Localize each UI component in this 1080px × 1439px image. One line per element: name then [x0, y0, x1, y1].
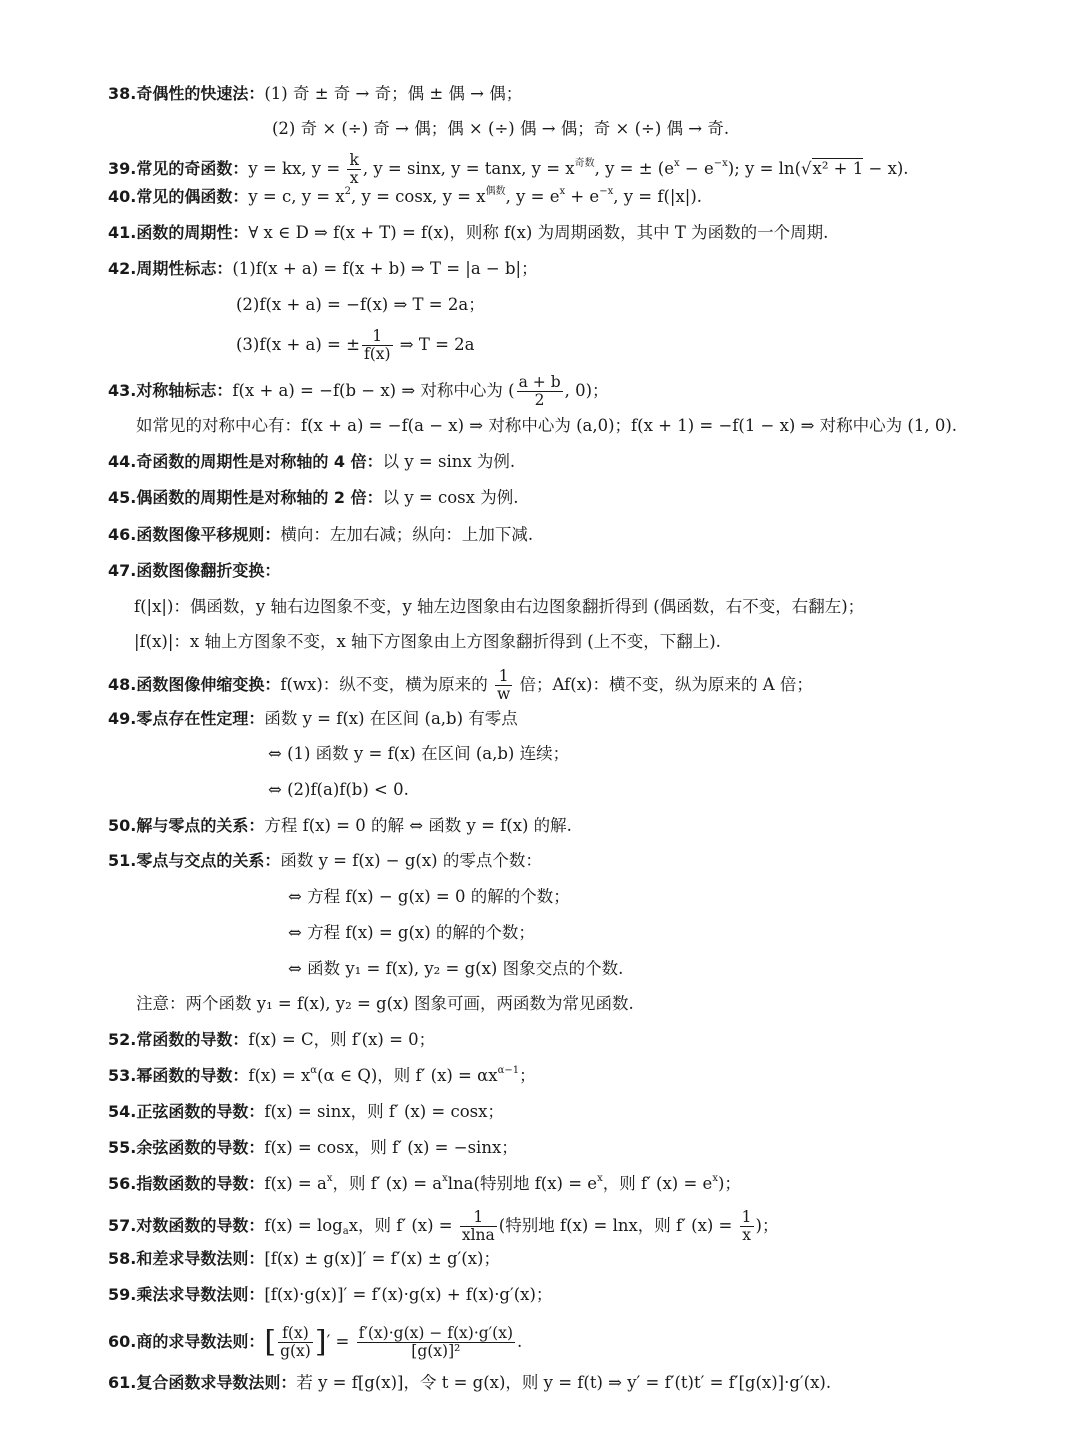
superscript: x [674, 158, 680, 169]
item-number: 55. [108, 1138, 137, 1157]
item-39: 39.常见的奇函数：y = kx, y = $\frac{k}{x}$ , y = sinx, y = tanx, $y = x^{奇数}$, y = ± $(e^x - e^{-x})$; y = ln(√x² + 1 − x). [108, 151, 909, 187]
item-60 [108, 1325, 522, 1360]
denominator: g(x) [280, 1342, 311, 1360]
denominator: w [497, 685, 511, 703]
formula: [f(x)·g(x)]′ = f′(x)·g(x) + f(x)·g′(x)； [264, 1285, 553, 1304]
item-number: 46. [108, 525, 137, 544]
denominator: [g(x)]² [411, 1342, 461, 1360]
fraction [740, 1209, 754, 1244]
formula: (1)f(x + a) = f(x + b) ⇒ T = |a − b|； [232, 259, 538, 278]
item-title: 零点与交点的关系： [136, 851, 281, 870]
item-number: 58. [108, 1249, 137, 1268]
formula: 函数 y = f(x) − g(x) 的零点个数： [280, 851, 542, 870]
item-number: 45. [108, 488, 137, 507]
fraction [278, 1325, 313, 1360]
formula: )； [717, 1174, 741, 1193]
item-51-line1 [288, 886, 570, 908]
superscript: 2 [344, 186, 352, 197]
formula: )； [755, 1216, 779, 1235]
item-number: 43. [108, 381, 137, 400]
item-title: 奇函数的周期性是对称轴的 4 倍： [136, 452, 383, 471]
superscript: 奇数 [574, 158, 595, 169]
numerator: f′(x)·g(x) − f(x)·g′(x) [358, 1324, 514, 1342]
superscript: α [310, 1065, 318, 1076]
sqrt-content: x² + 1 [812, 159, 864, 178]
item-47 [108, 560, 280, 582]
fraction [357, 1325, 515, 1360]
item-title: 正弦函数的导数： [136, 1102, 265, 1121]
superscript: x [597, 1173, 603, 1184]
item-47-line1 [134, 596, 864, 618]
item-45 [108, 487, 518, 509]
formula: f(|x|)：偶函数，y 轴右边图象不变，y 轴左边图象由右边图象翻折得到 (偶函数，右不变，右翻左)； [134, 597, 865, 616]
item-58 [108, 1248, 500, 1270]
item-title: 常见的奇函数： [136, 159, 249, 178]
formula: f(x + a) = −f(b − x) ⇒ 对称中心为 ( [232, 381, 515, 400]
formula: ∀ x ∈ D ⇒ f(x + T) = f(x)，则称 f(x) 为周期函数，其中 T 为函数的一个周期. [248, 223, 829, 242]
item-title: 解与零点的关系： [136, 816, 265, 835]
item-43 [108, 374, 609, 409]
formula: f(wx)：纵不变，横为原来的 [280, 675, 494, 694]
item-title: 对称轴标志： [136, 381, 233, 400]
item-41 [108, 222, 828, 244]
item-49 [108, 708, 518, 730]
item-43-note [136, 415, 957, 437]
numerator: 1 [460, 1209, 497, 1227]
formula: (α ∈ Q)，则 f′ (x) = αx [317, 1066, 498, 1085]
denominator: xlna [461, 1226, 495, 1244]
numerator: a + b [518, 373, 561, 391]
item-number: 59. [108, 1285, 137, 1304]
item-53 [108, 1065, 536, 1087]
item-number: 47. [108, 561, 137, 580]
formula: (2)f(x + a) = −f(x) ⇒ T = 2a； [236, 295, 485, 314]
item-title: 复合函数求导数法则： [136, 1373, 297, 1392]
note: 注意：两个函数 y₁ = f(x), y₂ = g(x) 图象可画，两函数为常见函数. [136, 994, 634, 1013]
item-number: 38. [108, 84, 137, 103]
item-54 [108, 1101, 504, 1123]
superscript: 偶数 [485, 186, 506, 197]
formula: 函数 y = f(x) 在区间 (a,b) 有零点 [264, 709, 518, 728]
fraction [347, 152, 360, 187]
formula: , y = cosx, y = x [351, 187, 486, 206]
formula: ⇔ 方程 f(x) − g(x) = 0 的解的个数； [288, 887, 570, 906]
formula: lna(特别地 f(x) = e [447, 1174, 598, 1193]
formula: − x). [863, 159, 909, 178]
item-55 [108, 1137, 518, 1159]
item-number: 48. [108, 675, 137, 694]
formula: f(x) = cosx，则 f′ (x) = −sinx； [264, 1138, 518, 1157]
note: 如常见的对称中心有：f(x + a) = −f(a − x) ⇒ 对称中心为 (a,0)；f(x + 1) = −f(1 − x) ⇒ 对称中心为 (1, 0). [136, 416, 958, 435]
item-42 [108, 258, 538, 280]
formula: , y = ± (e [594, 159, 675, 178]
item-61 [108, 1372, 831, 1394]
formula: ⇔ 函数 y₁ = f(x), y₂ = g(x) 图象交点的个数. [288, 959, 624, 978]
numerator: 1 [741, 1208, 752, 1226]
item-body: (2) 奇 × (÷) 奇 → 偶；偶 × (÷) 偶 → 偶；奇 × (÷) 偶 → 奇. [272, 119, 730, 138]
item-title: 函数的周期性： [136, 223, 249, 242]
item-number: 53. [108, 1066, 137, 1085]
item-title: 常函数的导数： [136, 1030, 249, 1049]
item-title: 奇偶性的快速法： [136, 84, 265, 103]
superscript: x [712, 1173, 718, 1184]
right-bracket: ] [314, 1324, 327, 1360]
formula: x，则 f′ (x) = [348, 1216, 458, 1235]
formula: [f(x) ± g(x)]′ = f′(x) ± g′(x)； [264, 1249, 500, 1268]
formula: ⇒ T = 2a [394, 335, 475, 354]
formula: f(x) = sinx，则 f′ (x) = cosx； [264, 1102, 504, 1121]
item-number: 56. [108, 1174, 137, 1193]
item-number: 61. [108, 1373, 137, 1392]
item-number: 49. [108, 709, 137, 728]
item-42-line2 [236, 294, 485, 316]
formula: f(x) = x [248, 1066, 311, 1085]
item-title: 周期性标志： [136, 259, 233, 278]
superscript: x [326, 1173, 333, 1184]
formula: f(x) = a [264, 1174, 327, 1193]
formula: + e [565, 187, 600, 206]
fraction [460, 1209, 497, 1244]
item-title: 零点存在性定理： [136, 709, 265, 728]
item-title: 幂函数的导数： [136, 1066, 249, 1085]
item-title: 偶函数的周期性是对称轴的 2 倍： [136, 488, 383, 507]
formula: , y = f(|x|). [613, 187, 703, 206]
formula: ⇔ (2)f(a)f(b) < 0. [268, 780, 409, 799]
item-48 [108, 668, 813, 703]
item-number: 54. [108, 1102, 137, 1121]
formula: 若 y = f[g(x)]，令 t = g(x)，则 y = f(t) ⇒ y′ = f′(t)t′ = f′[g(x)]·g′(x). [296, 1373, 832, 1392]
numerator: k [349, 151, 359, 169]
superscript: −x [713, 158, 728, 169]
item-56 [108, 1173, 741, 1195]
formula: . [517, 1332, 523, 1351]
item-40 [108, 186, 702, 208]
fraction [495, 668, 512, 703]
item-number: 41. [108, 223, 137, 242]
item-number: 44. [108, 452, 137, 471]
numerator: 1 [495, 668, 512, 686]
superscript: x [559, 186, 566, 197]
numerator: 1 [362, 328, 393, 346]
item-47-line2 [134, 631, 721, 653]
item-51-note [136, 993, 634, 1015]
superscript: x [442, 1173, 448, 1184]
item-number: 42. [108, 259, 137, 278]
item-57 [108, 1209, 778, 1244]
item-title: 余弦函数的导数： [136, 1138, 265, 1157]
item-number: 52. [108, 1030, 137, 1049]
formula: − e [679, 159, 714, 178]
item-50 [108, 815, 572, 837]
formula: ); y = ln( [727, 159, 801, 178]
formula: 方程 f(x) = 0 的解 ⇔ 函数 y = f(x) 的解. [264, 816, 572, 835]
formula: , y = e [505, 187, 560, 206]
fraction [517, 374, 563, 409]
formula: ⇔ 方程 f(x) = g(x) 的解的个数； [288, 923, 535, 942]
item-title: 指数函数的导数： [136, 1174, 265, 1193]
item-number: 51. [108, 851, 137, 870]
item-number: 39. [108, 159, 137, 178]
item-number: 50. [108, 816, 137, 835]
item-59 [108, 1284, 552, 1306]
item-title: 对数函数的导数： [136, 1216, 265, 1235]
formula: f(x) = log [264, 1216, 343, 1235]
denominator: x [349, 169, 359, 187]
item-number: 40. [108, 187, 137, 206]
formula: ⇔ (1) 函数 y = f(x) 在区间 (a,b) 连续； [268, 744, 570, 763]
formula: , 0)； [564, 381, 609, 400]
item-38-line2 [272, 118, 729, 140]
formula: |f(x)|：x 轴上方图象不变，x 轴下方图象由上方图象翻折得到 (上不变，下翻上). [134, 632, 721, 651]
formula: 以 y = cosx 为例. [382, 488, 519, 507]
item-49-line2 [268, 779, 409, 801]
item-51-line3 [288, 958, 623, 980]
denominator: x [742, 1226, 751, 1244]
formula: ； [519, 1066, 536, 1085]
item-49-line1 [268, 743, 569, 765]
formula: y = c, y = x [248, 187, 345, 206]
item-title: 商的求导数法则： [136, 1332, 265, 1351]
item-title: 和差求导数法则： [136, 1249, 265, 1268]
item-title: 函数图像平移规则： [136, 525, 281, 544]
superscript: −x [599, 186, 614, 197]
item-51 [108, 850, 542, 872]
fraction [362, 328, 393, 363]
formula: ，则 f′ (x) = a [332, 1174, 443, 1193]
item-42-line3 [236, 328, 475, 363]
item-title: 常见的偶函数： [136, 187, 249, 206]
formula: 横向：左加右减；纵向：上加下减. [280, 525, 534, 544]
formula: y = kx, y = [248, 159, 346, 178]
denominator: 2 [534, 391, 545, 409]
item-title: 函数图像伸缩变换： [136, 675, 281, 694]
item-number: 60. [108, 1332, 137, 1351]
left-bracket: [ [264, 1324, 277, 1360]
item-52 [108, 1029, 435, 1051]
item-title: 乘法求导数法则： [136, 1285, 265, 1304]
subscript: a [342, 1226, 349, 1237]
formula: f(x) = C，则 f′(x) = 0； [248, 1030, 436, 1049]
superscript: α−1 [497, 1065, 520, 1076]
formula: 倍；Af(x)：横不变，纵为原来的 A 倍； [514, 675, 813, 694]
item-46 [108, 524, 533, 546]
item-51-line2 [288, 922, 535, 944]
denominator: f(x) [363, 345, 391, 363]
formula: (特别地 f(x) = lnx，则 f′ (x) = [498, 1216, 738, 1235]
formula: ，则 f′ (x) = e [602, 1174, 713, 1193]
item-title: 函数图像翻折变换： [136, 561, 281, 580]
numerator: f(x) [278, 1325, 313, 1343]
formula: 以 y = sinx 为例. [382, 452, 516, 471]
formula: , y = sinx, y = tanx, y = x [362, 159, 575, 178]
formula: ′ = [326, 1332, 355, 1351]
item-number: 57. [108, 1216, 137, 1235]
item-44 [108, 451, 515, 473]
formula: (3)f(x + a) = ± [236, 335, 360, 354]
item-body: (1) 奇 ± 奇 → 奇；偶 ± 偶 → 偶； [264, 84, 523, 103]
item-38 [108, 83, 522, 105]
